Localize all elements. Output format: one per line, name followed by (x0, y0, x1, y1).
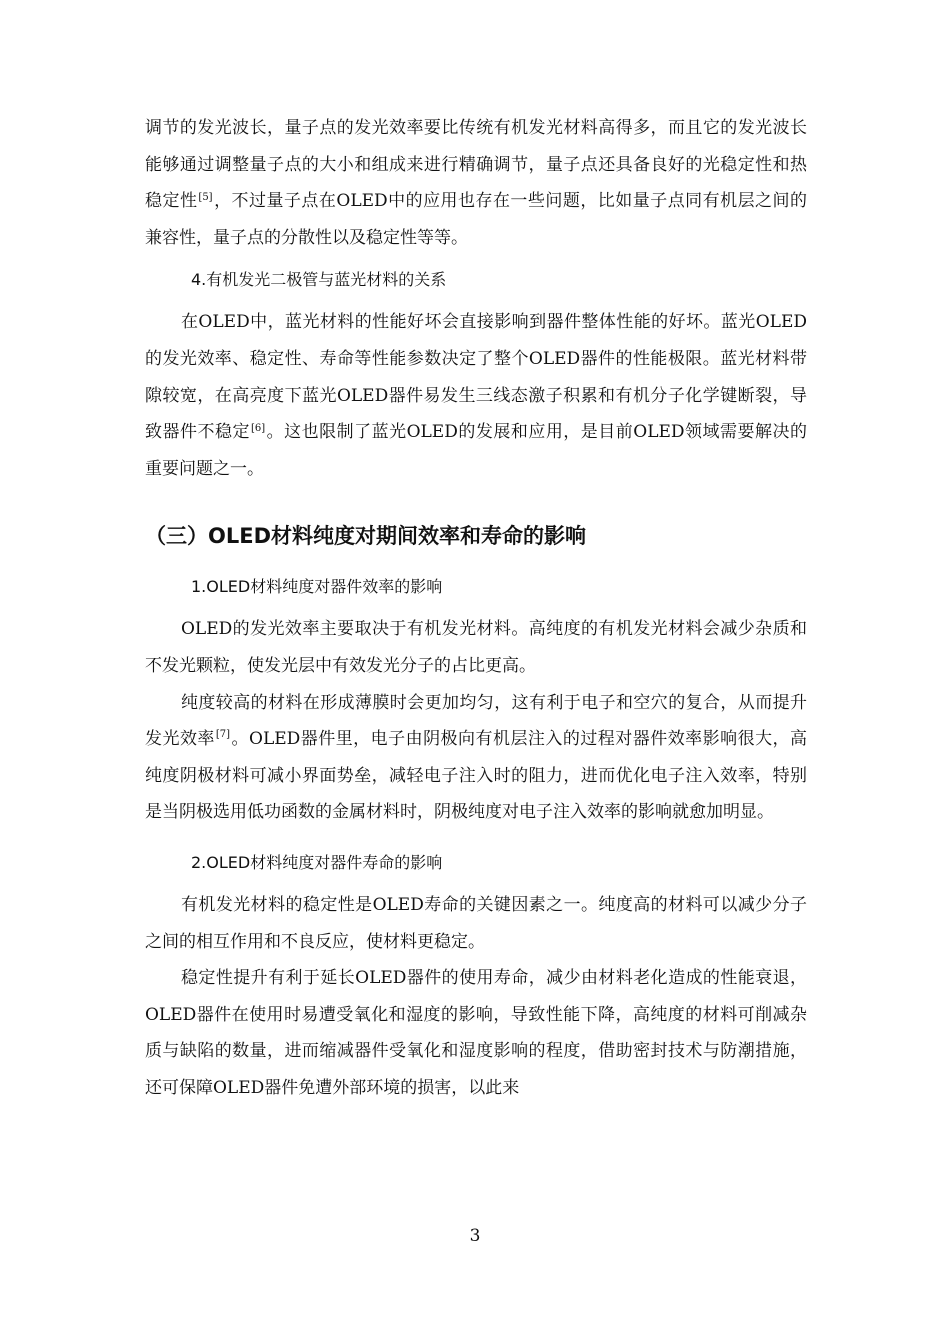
paragraph-text: 。这也限制了蓝光OLED的发展和应用，是目前OLED领域需要解决的重要问题之一。 (145, 422, 808, 479)
subheading-purity-lifetime: 2.OLED材料纯度对器件寿命的影响 (191, 852, 443, 872)
paragraph-text: 纯度较高的材料在形成薄膜时会更加均匀，这有利于电子和空穴的复合，从而提升发光效率 (145, 692, 807, 750)
section-heading-purity: （三）OLED材料纯度对期间效率和寿命的影响 (145, 524, 587, 549)
paragraph-lifetime-1: 有机发光材料的稳定性是OLED寿命的关键因素之一。纯度高的材料可以减少分子之间的相互作用和不良反应，使材料更稳定。 (145, 894, 807, 952)
citation-ref-7: [7] (215, 729, 231, 741)
paragraph-text: 调节的发光波长，量子点的发光效率要比传统有机发光材料高得多，而且它的发光波长能够通过调整量子点的大小和组成来进行精确调节，量子点还具备良好的光稳定性和热稳定性 (145, 118, 807, 212)
citation-ref-6: [6] (250, 422, 266, 434)
paragraph-lifetime-2: 稳定性提升有利于延长OLED器件的使用寿命，减少由材料老化造成的性能衰退，OLED器件在使用时易遭受氧化和湿度的影响，导致性能下降，高纯度的材料可削减杂质与缺陷的数量，进而缩减器件受氧化和湿度影响的程度，借助密封技术与防潮措施，还可保障OLED器件免遭外部环境的损害，以此来 (145, 968, 807, 1098)
document-body (145, 110, 807, 1106)
paragraph-efficiency-1: OLED的发光效率主要取决于有机发光材料。高纯度的有机发光材料会减少杂质和不发光颗粒，使发光层中有效发光分子的占比更高。 (145, 619, 807, 676)
citation-ref-5: [5] (198, 191, 213, 203)
paragraph-text: 。OLED器件里，电子由阴极向有机层注入的过程对器件效率影响很大，高纯度阴极材料可减小界面势垒，减轻电子注入时的阻力，进而优化电子注入效率，特别是当阴极选用低功函数的金属材料时，阴极纯度对电子注入效率的影响就愈加明显。 (145, 729, 808, 823)
paragraph-efficiency-2 (145, 685, 807, 831)
paragraph-blue-materials (145, 304, 807, 487)
paragraph-text: 在OLED中，蓝光材料的性能好坏会直接影响到器件整体性能的好坏。蓝光OLED的发光效率、稳定性、寿命等性能参数决定了整个OLED器件的性能极限。蓝光材料带隙较宽，在高亮度下蓝光OLED器件易发生三线态激子积累和有机分子化学键断裂，导致器件不稳定 (145, 312, 807, 443)
page-number: 3 (469, 1226, 481, 1246)
subheading-blue-materials: 4.有机发光二极管与蓝光材料的关系 (191, 270, 447, 290)
subheading-purity-efficiency: 1.OLED材料纯度对器件效率的影响 (191, 577, 443, 597)
paragraph-text: ，不过量子点在OLED中的应用也存在一些问题，比如量子点同有机层之间的兼容性，量子点的分散性以及稳定性等等。 (145, 191, 808, 248)
paragraph-quantum-dots (145, 110, 807, 256)
